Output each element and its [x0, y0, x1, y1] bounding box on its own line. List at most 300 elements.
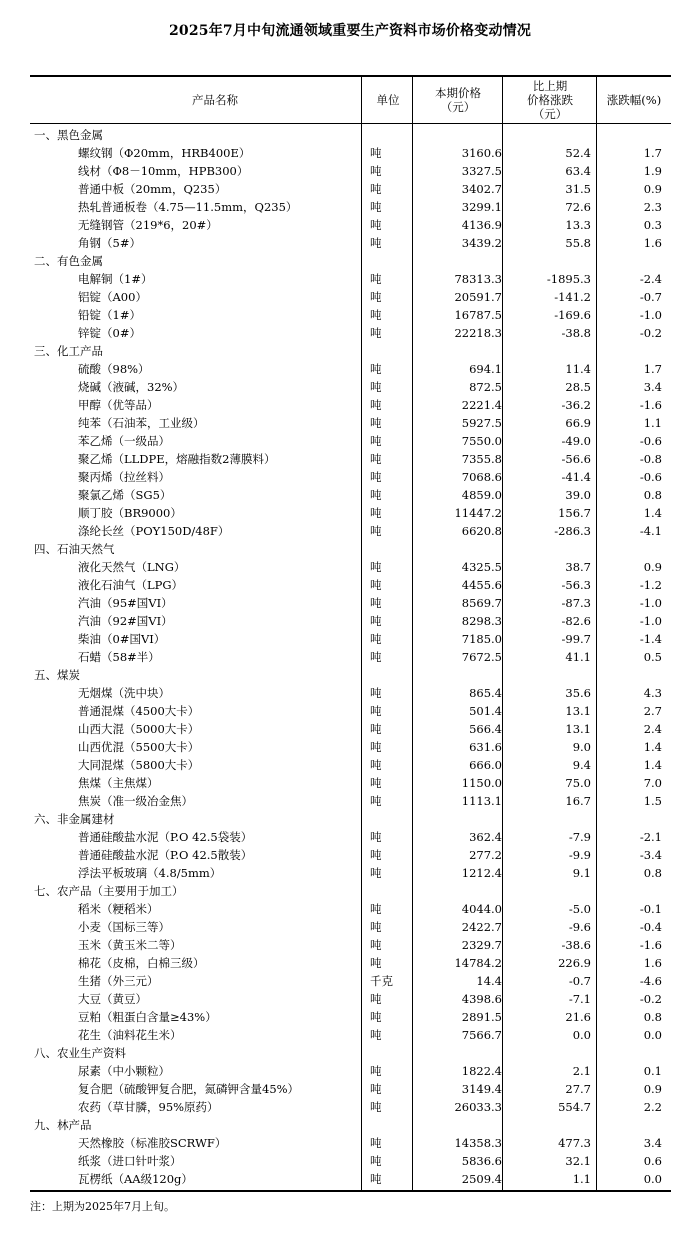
unit-cell: 吨 [370, 1136, 382, 1150]
table-row [30, 864, 671, 882]
price-cell: 501.4 [469, 704, 502, 718]
change-cell: 31.5 [565, 182, 591, 196]
pct-cell: 0.1 [643, 1064, 662, 1078]
pct-cell: -0.4 [639, 920, 662, 934]
table-row [30, 162, 671, 180]
change-cell: -9.6 [568, 920, 591, 934]
change-cell: -7.9 [568, 830, 591, 844]
change-cell: -82.6 [561, 614, 591, 628]
unit-cell: 吨 [370, 236, 382, 250]
table-row [30, 954, 671, 972]
pct-cell: -1.4 [639, 632, 662, 646]
header-product-name [30, 77, 400, 123]
pct-cell: 2.4 [643, 722, 662, 736]
pct-cell: -0.2 [639, 992, 662, 1006]
pct-cell: -1.2 [639, 578, 662, 592]
price-cell: 22218.3 [454, 326, 502, 340]
product-name: 小麦（国标三等） [78, 920, 170, 934]
unit-cell: 吨 [370, 290, 382, 304]
table-row [30, 504, 671, 522]
unit-cell: 吨 [370, 920, 382, 934]
price-cell: 865.4 [469, 686, 502, 700]
change-cell: 39.0 [565, 488, 591, 502]
change-cell: 32.1 [565, 1154, 591, 1168]
table-row [30, 774, 671, 792]
price-cell: 872.5 [469, 380, 502, 394]
price-cell: 11447.2 [454, 506, 502, 520]
change-cell: 2.1 [572, 1064, 591, 1078]
unit-cell: 吨 [370, 596, 382, 610]
table-row [30, 684, 671, 702]
product-name: 聚乙烯（LLDPE，熔融指数2薄膜料） [78, 452, 276, 466]
table-row [30, 1008, 671, 1026]
table-row [30, 1152, 671, 1170]
price-cell: 566.4 [469, 722, 502, 736]
product-name: 纸浆（进口针叶浆） [78, 1154, 182, 1168]
unit-cell: 吨 [370, 704, 382, 718]
change-cell: -41.4 [561, 470, 591, 484]
change-cell: 28.5 [565, 380, 591, 394]
table-row [30, 378, 671, 396]
product-name: 普通硅酸盐水泥（P.O 42.5散装） [78, 848, 253, 862]
pct-cell: 0.8 [643, 1010, 662, 1024]
pct-cell: 0.8 [643, 488, 662, 502]
unit-cell: 千克 [370, 974, 393, 988]
product-name: 尿素（中小颗粒） [78, 1064, 170, 1078]
category-name: 二、有色金属 [34, 254, 103, 268]
table-row [30, 720, 671, 738]
change-cell: 27.7 [565, 1082, 591, 1096]
price-cell: 26033.3 [454, 1100, 502, 1114]
price-cell: 7068.6 [461, 470, 502, 484]
table-row [30, 234, 671, 252]
change-cell: 52.4 [565, 146, 591, 160]
product-name: 无缝钢管（219*6，20#） [78, 218, 218, 232]
price-cell: 7355.8 [461, 452, 502, 466]
table-row [30, 198, 671, 216]
category-row [30, 252, 671, 270]
product-name: 苯乙烯（一级品） [78, 434, 170, 448]
price-cell: 3149.4 [461, 1082, 502, 1096]
unit-cell: 吨 [370, 470, 382, 484]
category-name: 五、煤炭 [34, 668, 80, 682]
product-name: 汽油（95#国VI） [78, 596, 173, 610]
unit-cell: 吨 [370, 1172, 382, 1186]
change-cell: -38.6 [561, 938, 591, 952]
unit-cell: 吨 [370, 938, 382, 952]
pct-cell: -1.6 [639, 938, 662, 952]
change-cell: 9.0 [572, 740, 591, 754]
change-cell: 13.1 [565, 722, 591, 736]
pct-cell: 1.1 [643, 416, 662, 430]
table-row [30, 738, 671, 756]
product-name: 角钢（5#） [78, 236, 141, 250]
unit-cell: 吨 [370, 524, 382, 538]
change-cell: -286.3 [554, 524, 591, 538]
pct-cell: 1.7 [643, 362, 662, 376]
pct-cell: -2.4 [639, 272, 662, 286]
change-cell: 554.7 [558, 1100, 591, 1114]
price-cell: 78313.3 [454, 272, 502, 286]
product-name: 聚丙烯（拉丝料） [78, 470, 170, 484]
table-row [30, 1080, 671, 1098]
change-cell: -169.6 [554, 308, 591, 322]
table-row [30, 1026, 671, 1044]
unit-cell: 吨 [370, 1100, 382, 1114]
unit-cell: 吨 [370, 434, 382, 448]
product-name: 顺丁胶（BR9000） [78, 506, 182, 520]
price-cell: 5927.5 [461, 416, 502, 430]
unit-cell: 吨 [370, 506, 382, 520]
category-name: 六、非金属建材 [34, 812, 115, 826]
change-cell: 13.3 [565, 218, 591, 232]
change-cell: -5.0 [568, 902, 591, 916]
table-bottom-rule [30, 1190, 671, 1192]
unit-cell: 吨 [370, 362, 382, 376]
product-name: 无烟煤（洗中块） [78, 686, 170, 700]
unit-cell: 吨 [370, 650, 382, 664]
unit-cell: 吨 [370, 632, 382, 646]
pct-cell: 2.7 [643, 704, 662, 718]
price-cell: 8569.7 [461, 596, 502, 610]
pct-cell: 1.5 [643, 794, 662, 808]
table-row [30, 216, 671, 234]
table-row [30, 522, 671, 540]
change-cell: -36.2 [561, 398, 591, 412]
change-cell: 156.7 [558, 506, 591, 520]
product-name: 线材（Φ8－10mm，HPB300） [78, 164, 249, 178]
pct-cell: 0.6 [643, 1154, 662, 1168]
category-row [30, 810, 671, 828]
table-row [30, 288, 671, 306]
change-cell: 16.7 [565, 794, 591, 808]
price-cell: 1822.4 [461, 1064, 502, 1078]
pct-cell: 3.4 [643, 1136, 662, 1150]
category-row [30, 342, 671, 360]
table-row [30, 936, 671, 954]
price-cell: 1150.0 [461, 776, 502, 790]
category-name: 九、林产品 [34, 1118, 92, 1132]
product-name: 大同混煤（5800大卡） [78, 758, 200, 772]
pct-cell: 1.4 [643, 758, 662, 772]
footnote: 注：上期为2025年7月上旬。 [30, 1200, 175, 1213]
price-cell: 6620.8 [461, 524, 502, 538]
change-cell: 13.1 [565, 704, 591, 718]
unit-cell: 吨 [370, 164, 382, 178]
product-name: 浮法平板玻璃（4.8/5mm） [78, 866, 222, 880]
unit-cell: 吨 [370, 578, 382, 592]
product-name: 铅锭（1#） [78, 308, 141, 322]
table-row [30, 450, 671, 468]
product-name: 石蜡（58#半） [78, 650, 160, 664]
table-row [30, 594, 671, 612]
table-row [30, 396, 671, 414]
table-row [30, 648, 671, 666]
unit-cell: 吨 [370, 902, 382, 916]
price-cell: 1212.4 [461, 866, 502, 880]
change-cell: 41.1 [565, 650, 591, 664]
change-cell: -1895.3 [546, 272, 591, 286]
product-name: 复合肥（硫酸钾复合肥，氮磷钾含量45%） [78, 1082, 300, 1096]
price-cell: 4044.0 [461, 902, 502, 916]
price-cell: 7185.0 [461, 632, 502, 646]
category-row [30, 1116, 671, 1134]
page-title: 2025年7月中旬流通领域重要生产资料市场价格变动情况 [168, 23, 532, 39]
unit-cell: 吨 [370, 866, 382, 880]
category-name: 三、化工产品 [34, 344, 103, 358]
category-row [30, 882, 671, 900]
pct-cell: -1.0 [639, 614, 662, 628]
product-name: 硫酸（98%） [78, 362, 150, 376]
pct-cell: -0.6 [639, 434, 662, 448]
change-cell: 0.0 [572, 1028, 591, 1042]
change-cell: -49.0 [561, 434, 591, 448]
change-cell: 55.8 [565, 236, 591, 250]
product-name: 棉花（皮棉，白棉三级） [78, 956, 205, 970]
price-cell: 4455.6 [461, 578, 502, 592]
price-cell: 3439.2 [461, 236, 502, 250]
table-row [30, 180, 671, 198]
price-cell: 277.2 [469, 848, 502, 862]
unit-cell: 吨 [370, 614, 382, 628]
table-row [30, 576, 671, 594]
change-cell: 226.9 [558, 956, 591, 970]
change-cell: 11.4 [565, 362, 591, 376]
table-row [30, 360, 671, 378]
product-name: 豆粕（粗蛋白含量≥43%） [78, 1010, 217, 1024]
table-row [30, 918, 671, 936]
unit-cell: 吨 [370, 416, 382, 430]
change-cell: 9.4 [572, 758, 591, 772]
pct-cell: -1.0 [639, 596, 662, 610]
unit-cell: 吨 [370, 758, 382, 772]
pct-cell: -4.6 [639, 974, 662, 988]
table-row [30, 1062, 671, 1080]
price-cell: 14784.2 [454, 956, 502, 970]
change-cell: -9.9 [568, 848, 591, 862]
unit-cell: 吨 [370, 848, 382, 862]
unit-cell: 吨 [370, 722, 382, 736]
price-cell: 16787.5 [454, 308, 502, 322]
change-cell: 35.6 [565, 686, 591, 700]
header-price-change [503, 77, 597, 123]
unit-cell: 吨 [370, 218, 382, 232]
price-cell: 1113.1 [461, 794, 502, 808]
change-cell: -0.7 [568, 974, 591, 988]
change-cell: 66.9 [565, 416, 591, 430]
price-cell: 2422.7 [461, 920, 502, 934]
change-cell: 1.1 [572, 1172, 591, 1186]
category-name: 一、黑色金属 [34, 128, 103, 142]
table-row [30, 990, 671, 1008]
table-row [30, 486, 671, 504]
unit-cell: 吨 [370, 1028, 382, 1042]
change-cell: 72.6 [565, 200, 591, 214]
header-change-line1: 比上期 [532, 79, 568, 93]
price-cell: 3299.1 [461, 200, 502, 214]
table-row [30, 324, 671, 342]
change-cell: -87.3 [561, 596, 591, 610]
price-cell: 2509.4 [461, 1172, 502, 1186]
price-cell: 4136.9 [461, 218, 502, 232]
product-name: 柴油（0#国VI） [78, 632, 166, 646]
pct-cell: 1.9 [643, 164, 662, 178]
unit-cell: 吨 [370, 740, 382, 754]
price-cell: 4859.0 [461, 488, 502, 502]
pct-cell: 0.0 [643, 1028, 662, 1042]
product-name: 普通中板（20mm，Q235） [78, 182, 227, 196]
unit-cell: 吨 [370, 686, 382, 700]
header-price-line2: （元） [440, 100, 476, 114]
category-row [30, 666, 671, 684]
product-name: 甲醇（优等品） [78, 398, 159, 412]
price-cell: 694.1 [469, 362, 502, 376]
table-row [30, 900, 671, 918]
price-cell: 20591.7 [454, 290, 502, 304]
pct-cell: 1.6 [643, 236, 662, 250]
unit-cell: 吨 [370, 956, 382, 970]
pct-cell: 0.9 [643, 1082, 662, 1096]
table-row [30, 756, 671, 774]
product-name: 瓦楞纸（AA级120g） [78, 1172, 193, 1186]
product-name: 玉米（黄玉米二等） [78, 938, 182, 952]
unit-cell: 吨 [370, 380, 382, 394]
pct-cell: 3.4 [643, 380, 662, 394]
product-name: 汽油（92#国VI） [78, 614, 173, 628]
unit-cell: 吨 [370, 488, 382, 502]
product-name: 锌锭（0#） [78, 326, 141, 340]
pct-cell: -0.1 [639, 902, 662, 916]
product-name: 山西大混（5000大卡） [78, 722, 200, 736]
product-name: 农药（草甘膦，95%原药） [78, 1100, 219, 1114]
pct-cell: 1.4 [643, 506, 662, 520]
unit-cell: 吨 [370, 308, 382, 322]
header-unit-text: 单位 [376, 93, 400, 107]
pct-cell: -3.4 [639, 848, 662, 862]
unit-cell: 吨 [370, 326, 382, 340]
header-price-line1: 本期价格 [435, 86, 481, 100]
price-cell: 3327.5 [461, 164, 502, 178]
unit-cell: 吨 [370, 794, 382, 808]
price-cell: 362.4 [469, 830, 502, 844]
table-row [30, 144, 671, 162]
unit-cell: 吨 [370, 1154, 382, 1168]
change-cell: -56.3 [561, 578, 591, 592]
price-cell: 3402.7 [461, 182, 502, 196]
product-name: 焦煤（主焦煤） [78, 776, 159, 790]
change-cell: 21.6 [565, 1010, 591, 1024]
pct-cell: -1.0 [639, 308, 662, 322]
price-cell: 631.6 [469, 740, 502, 754]
category-name: 七、农产品（主要用于加工） [34, 884, 184, 898]
category-row [30, 540, 671, 558]
unit-cell: 吨 [370, 830, 382, 844]
table-row [30, 972, 671, 990]
pct-cell: 2.3 [643, 200, 662, 214]
pct-cell: 0.9 [643, 182, 662, 196]
price-cell: 4325.5 [461, 560, 502, 574]
table-row [30, 306, 671, 324]
change-cell: 477.3 [558, 1136, 591, 1150]
product-name: 聚氯乙烯（SG5） [78, 488, 172, 502]
product-name: 山西优混（5500大卡） [78, 740, 200, 754]
price-cell: 2891.5 [461, 1010, 502, 1024]
product-name: 生猪（外三元） [78, 974, 159, 988]
product-name: 涤纶长丝（POY150D/48F） [78, 524, 230, 538]
table-row [30, 846, 671, 864]
product-name: 热轧普通板卷（4.75—11.5mm，Q235） [78, 200, 298, 214]
unit-cell: 吨 [370, 452, 382, 466]
product-name: 焦炭（准一级冶金焦） [78, 794, 193, 808]
product-name: 电解铜（1#） [78, 272, 153, 286]
price-cell: 666.0 [469, 758, 502, 772]
unit-cell: 吨 [370, 560, 382, 574]
price-cell: 14358.3 [454, 1136, 502, 1150]
header-name-text: 产品名称 [192, 93, 238, 107]
pct-cell: -1.6 [639, 398, 662, 412]
unit-cell: 吨 [370, 992, 382, 1006]
pct-cell: 7.0 [643, 776, 662, 790]
header-change-line3: （元） [532, 107, 568, 121]
pct-cell: 1.7 [643, 146, 662, 160]
price-cell: 7550.0 [461, 434, 502, 448]
table-row [30, 828, 671, 846]
product-name: 烧碱（液碱，32%） [78, 380, 185, 394]
change-cell: 63.4 [565, 164, 591, 178]
product-name: 花生（油料花生米） [78, 1028, 182, 1042]
pct-cell: 0.5 [643, 650, 662, 664]
unit-cell: 吨 [370, 776, 382, 790]
table-row [30, 1134, 671, 1152]
unit-cell: 吨 [370, 272, 382, 286]
change-cell: 9.1 [572, 866, 591, 880]
header-current-price [413, 77, 503, 123]
table-row [30, 468, 671, 486]
product-name: 大豆（黄豆） [78, 992, 147, 1006]
pct-cell: 0.3 [643, 218, 662, 232]
change-cell: -141.2 [554, 290, 591, 304]
header-pct-text: 涨跌幅(%) [606, 93, 662, 107]
change-cell: 38.7 [565, 560, 591, 574]
table-row [30, 702, 671, 720]
unit-cell: 吨 [370, 182, 382, 196]
category-name: 八、农业生产资料 [34, 1046, 126, 1060]
table-row [30, 612, 671, 630]
price-cell: 5836.6 [461, 1154, 502, 1168]
price-cell: 3160.6 [461, 146, 502, 160]
table-row [30, 414, 671, 432]
header-bottom-rule [30, 123, 671, 124]
pct-cell: -0.6 [639, 470, 662, 484]
product-name: 液化石油气（LPG） [78, 578, 184, 592]
pct-cell: 0.0 [643, 1172, 662, 1186]
change-cell: 75.0 [565, 776, 591, 790]
change-cell: -56.6 [561, 452, 591, 466]
price-cell: 8298.3 [461, 614, 502, 628]
product-name: 天然橡胶（标准胶SCRWF） [78, 1136, 227, 1150]
price-cell: 2329.7 [461, 938, 502, 952]
header-change-pct [597, 77, 671, 123]
product-name: 纯苯（石油苯，工业级） [78, 416, 205, 430]
unit-cell: 吨 [370, 200, 382, 214]
table-row [30, 1098, 671, 1116]
pct-cell: -4.1 [639, 524, 662, 538]
pct-cell: -2.1 [639, 830, 662, 844]
pct-cell: 4.3 [643, 686, 662, 700]
price-cell: 7566.7 [461, 1028, 502, 1042]
product-name: 液化天然气（LNG） [78, 560, 186, 574]
header-change-line2: 价格涨跌 [527, 93, 573, 107]
